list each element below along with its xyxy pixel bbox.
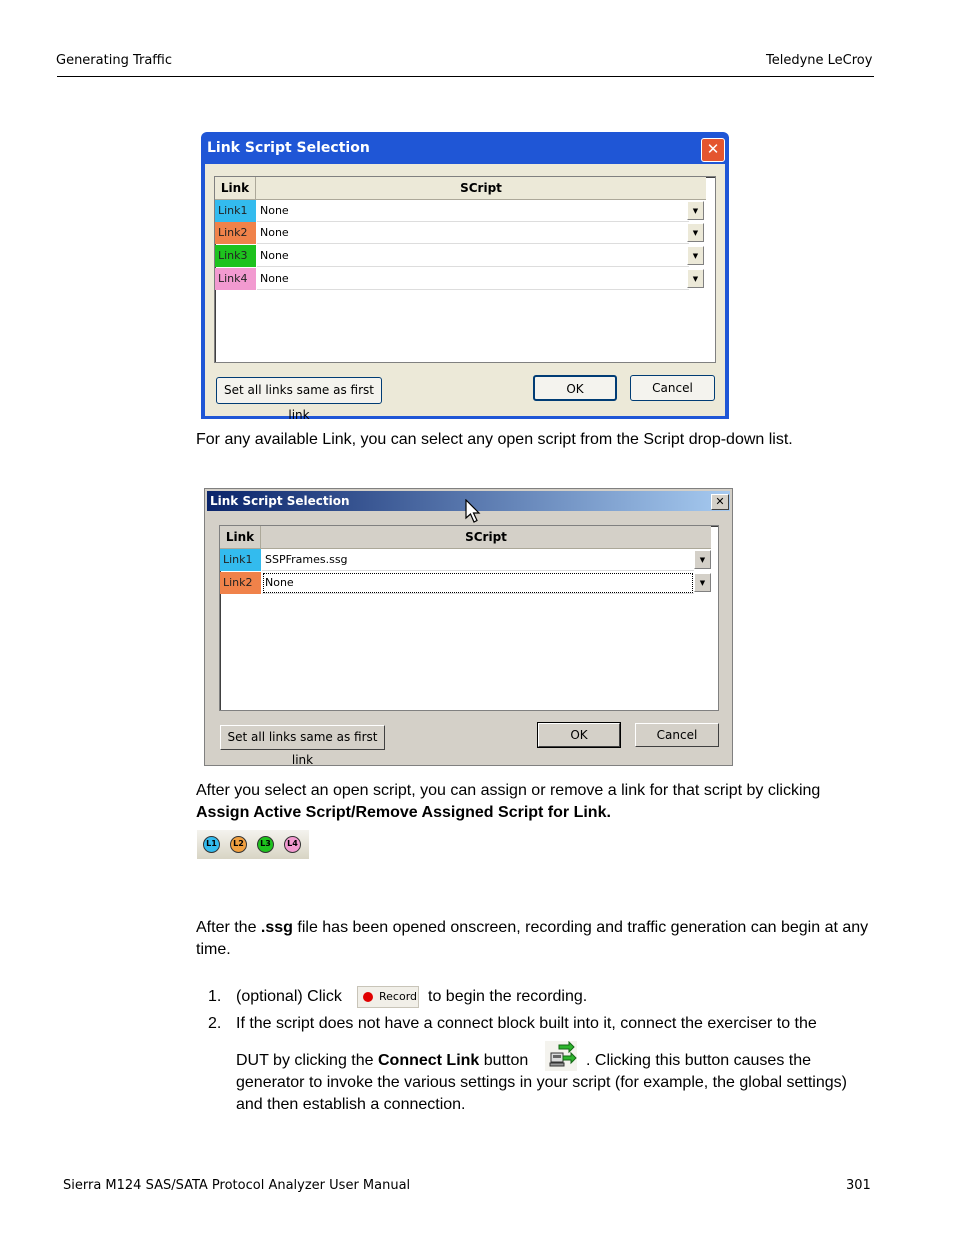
row-script-1[interactable]: None — [257, 200, 689, 222]
record-label: Record — [379, 990, 418, 1003]
link4-icon[interactable]: L4 — [284, 836, 301, 853]
chevron-down-icon[interactable]: ▼ — [694, 573, 711, 592]
paragraph-text: DUT by clicking the — [236, 1052, 378, 1069]
header-section-title: Generating Traffic — [56, 53, 173, 68]
column-header-link: Link — [220, 526, 261, 549]
header-company: Teledyne LeCroy — [766, 53, 873, 68]
link3-icon[interactable]: L3 — [257, 836, 274, 853]
step-2-number: 2. — [208, 1015, 222, 1032]
step-1-number: 1. — [208, 988, 222, 1005]
link-script-dialog-xp — [201, 132, 729, 422]
row-link-2: Link2 — [220, 572, 261, 594]
chevron-down-icon[interactable]: ▼ — [687, 201, 704, 220]
paragraph-assign-script — [196, 780, 876, 824]
paragraph-bold-command: Assign Active Script/Remove Assigned Script for Link. — [196, 804, 611, 821]
cancel-button[interactable]: Cancel — [635, 723, 719, 747]
chevron-down-icon[interactable]: ▼ — [687, 269, 704, 288]
link2-icon[interactable]: L2 — [230, 836, 247, 853]
header-rule — [57, 76, 874, 77]
dialog-title: Link Script Selection — [207, 140, 370, 156]
close-icon[interactable]: ✕ — [711, 494, 729, 510]
step-2-text-after: . Clicking this button causes the — [586, 1052, 812, 1069]
paragraph-text: After the — [196, 919, 261, 936]
step-2-text-line2 — [236, 1050, 556, 1072]
ok-button[interactable]: OK — [538, 723, 620, 747]
step-2-continuation: generator to invoke the various settings in your script (for example, the global settings) and then establish a connection. — [236, 1074, 847, 1113]
set-all-links-button[interactable]: Set all links same as first link — [220, 725, 385, 750]
paragraph-text: After you select an open script, you can assign or remove a link for that script by clicking — [196, 782, 821, 799]
paragraph-bold-ext: .ssg — [260, 919, 293, 936]
column-header-script: SCript — [261, 526, 711, 549]
step-2-text: If the script does not have a connect block built into it, connect the exerciser to the — [236, 1015, 817, 1032]
connect-link-button[interactable] — [545, 1041, 577, 1071]
link-script-grid — [219, 525, 719, 711]
link-script-grid — [214, 176, 716, 363]
link-assign-toolbar — [197, 830, 309, 859]
ok-button[interactable]: OK — [533, 375, 617, 401]
row-script-1[interactable]: SSPFrames.ssg — [262, 549, 694, 571]
chevron-down-icon[interactable]: ▼ — [687, 223, 704, 242]
row-link-4: Link4 — [215, 268, 256, 290]
step-1-text: (optional) Click — [236, 988, 342, 1005]
connect-link-bold: Connect Link — [377, 1052, 480, 1069]
link1-icon[interactable]: L1 — [203, 836, 220, 853]
row-link-2: Link2 — [215, 222, 256, 244]
row-link-3: Link3 — [215, 245, 256, 267]
mouse-pointer-icon — [465, 499, 481, 525]
cancel-button[interactable]: Cancel — [630, 375, 715, 401]
row-link-1: Link1 — [220, 549, 261, 571]
row-link-1: Link1 — [215, 200, 256, 222]
record-button[interactable] — [357, 986, 419, 1008]
column-header-script: SCript — [256, 177, 706, 200]
footer-page-number: 301 — [846, 1178, 871, 1193]
paragraph-text: button — [479, 1052, 529, 1069]
close-icon[interactable]: ✕ — [701, 138, 725, 162]
footer-manual-title: Sierra M124 SAS/SATA Protocol Analyzer User Manual — [63, 1178, 411, 1193]
set-all-links-button[interactable]: Set all links same as first link — [216, 377, 382, 404]
link-script-dialog-classic — [204, 488, 733, 766]
record-dot-icon — [363, 992, 373, 1002]
chevron-down-icon[interactable]: ▼ — [694, 550, 711, 569]
row-script-2[interactable]: None — [257, 222, 689, 244]
chevron-down-icon[interactable]: ▼ — [687, 246, 704, 265]
step-1-text-after: to begin the recording. — [428, 988, 588, 1005]
connect-link-icon — [545, 1041, 577, 1071]
paragraph-text: file has been opened onscreen, recording and traffic generation can begin at any time. — [196, 919, 869, 958]
dialog-body — [205, 164, 725, 422]
dialog-title: Link Script Selection — [210, 494, 350, 508]
row-script-4[interactable]: None — [257, 268, 689, 290]
row-script-3[interactable]: None — [257, 245, 689, 267]
row-script-2[interactable]: None — [262, 572, 694, 594]
paragraph-ssg-opened — [196, 917, 876, 961]
column-header-link: Link — [215, 177, 256, 200]
paragraph-script-dropdown: For any available Link, you can select any open script from the Script drop-down list. — [196, 431, 793, 448]
